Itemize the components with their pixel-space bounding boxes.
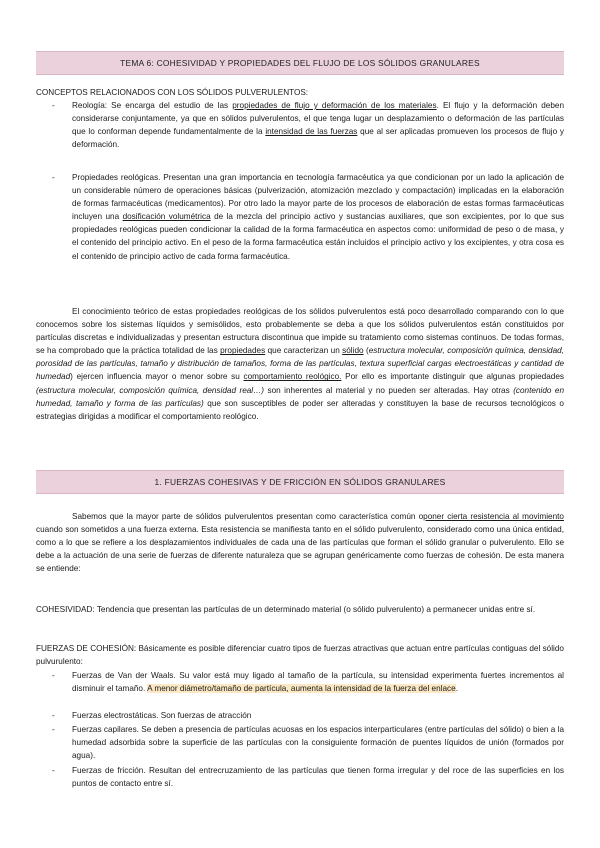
bullet-marker: - (52, 173, 55, 182)
bullet-marker: - (52, 671, 55, 680)
prop-reologicas-item (72, 171, 564, 263)
intro-underline: propiedades (220, 346, 266, 356)
section1-paragraph (36, 510, 564, 575)
reologia-text: que al ser aplicadas promueven los procesos de flujo y deformación. (72, 127, 565, 150)
intro-text: son inherentes al material y no pueden ser alteradas. Hay otras (264, 385, 514, 395)
reologia-underline-1: propiedades de flujo y deformación de los materiales (232, 101, 437, 110)
reologia-underline-2: intensidad de las fuerzas (265, 127, 358, 137)
capillary-item: Fuerzas capilares. Se deben a presencia de partículas acuosas en los espacios interparticulares (entre partículas del sólido) o bien a la humedad adsorbida sobre la superficie de las partículas con la consiguiente formación de puentes líquidos de unión (formados por agua). (72, 725, 564, 761)
section1-text: Sabemos que la mayor parte de sólidos pulverulentos presentan como característica común o (72, 512, 424, 521)
intro-text: que caracterizan un (265, 346, 343, 356)
reologia-text: : Se encarga del estudio de las (104, 101, 233, 110)
prop-reologicas-text: Propiedades reológicas. Presentan una gran importancia en tecnología farmacéutica ya que condicionan por un lado la aplicación de un considerable número de operaciones básicas (pulverización, atomización mezclado y compactación) implicadas en la elaboración de formas farmacéuticas (medicamentos). Por otro lado la mayor parte de los procesos de elaboración de estas formas farmacéuticas incluyen una (72, 173, 564, 222)
vdw-item (72, 669, 564, 695)
fuerzas-cohesion-intro: FUERZAS DE COHESIÓN: Básicamente es posible diferenciar cuatro tipos de fuerzas atractivas que actuan entre partículas contiguas del sólido pulvurulento: (36, 644, 564, 667)
bullet-marker: - (52, 766, 55, 775)
bullet-marker: - (52, 711, 55, 720)
intro-italic: estructura molecular, composición química, densidad, porosidad de las partículas, tamaño y distribución de tamaños, forma de las partículas, textura superficial cargas electroestáticas y cantidad de humedad (36, 346, 564, 382)
intro-text: Por ello es importante distinguir que algunas propiedades (341, 372, 564, 382)
reologia-term: Reología (72, 101, 105, 110)
cohesividad-paragraph: COHESIVIDAD: Tendencia que presentan las partículas de un determinado material (o sólido pulverulento) a permanecer unidas entre sí. (36, 605, 536, 614)
bullet-marker: - (52, 725, 55, 734)
bullet-marker: - (52, 101, 55, 110)
reologia-item (72, 99, 564, 151)
intro-text: que son susceptibles de poder ser alteradas y constituyen la base de recursos tecnológicos o estrategias dirigidas a modificar el comportamiento reológico. (36, 398, 564, 421)
section1-text: cuando son sometidos a una fuerza externa. Esta resistencia se manifiesta tanto en el sólido pulverulento, considerado como una única entidad, como a lo que se refiere a los desplazamientos individuales de cada una de las partículas que forman el sólido granular o pulverulento. Ello se debe a la actuación de una serie de fuerzas de diferente naturaleza que se agrupan genéricamente como fuerzas de cohesión. De esta manera se entiende: (36, 525, 564, 574)
vdw-text: . (455, 684, 458, 694)
intro-text: El conocimiento teórico de estas propiedades reológicas de los sólidos pulverulentos está poco desarrollado comparando con lo que conocemos sobre los sistemas líquidos y semisólidos, esto probablemente se deba a que los sólidos pulverulentos están constituidos por partículas discretas e individualizadas y presentan estructura discontinua que impide su tratamiento como sistemas continuos. De todas formas, se ha comprobado que la práctica totalidad de las (36, 307, 564, 356)
prop-reologicas-underline: dosificación volumétrica (122, 212, 211, 222)
prop-reologicas-text: de la mezcla del principio activo y sustancias auxiliares, que son excipientes, por lo que sus propiedades reológicas pueden condicionar la calidad de la forma farmacéutica en aspectos como: uniformidad de peso o de masa, y el contenido del principio activo. En el peso de la forma farmacéutica están incluidos el principio activo y los excipientes, y otra cosa es el contenido de principio activo de cada forma farmacéutica. (72, 212, 565, 261)
electrostatic-item: Fuerzas electrostáticas. Son fuerzas de atracción (72, 711, 252, 720)
section1-banner: 1. FUERZAS COHESIVAS Y DE FRICCIÓN EN SÓLIDOS GRANULARES (36, 470, 564, 494)
intro-paragraph (36, 305, 564, 423)
intro-text: ) ejercen influencia mayor o menor sobre su (70, 372, 244, 382)
intro-italic: (contenido en humedad, tamaño y forma de las partículas) (36, 385, 564, 408)
intro-underline: comportamiento reológico. (243, 372, 342, 382)
section-heading: CONCEPTOS RELACIONADOS CON LOS SÓLIDOS PULVERULENTOS: (36, 88, 309, 97)
vdw-text: Fuerzas de Van der Waals. Su valor está muy ligado al tamaño de la partícula, su intensidad experimenta fuertes incrementos al disminuir el tamaño. (72, 671, 564, 694)
title-banner: TEMA 6: COHESIVIDAD Y PROPIEDADES DEL FLUJO DE LOS SÓLIDOS GRANULARES (36, 51, 564, 75)
friction-item: Fuerzas de fricción. Resultan del entrecruzamiento de las partículas que tienen forma irregular y del roce de las superficies en los puntos de contacto entre sí. (72, 766, 564, 789)
intro-italic: (estructura molecular, composición química, densidad real…) (36, 385, 265, 395)
reologia-text: . El flujo y la deformación deben considerarse conjuntamente, ya que en sólidos pulverulentos, el que tenga lugar un desplazamiento o deformación de las partículas que lo conforman depende fundamentalmente de la (72, 101, 565, 137)
intro-underline: sólido (342, 346, 364, 356)
section1-underline: poner cierta resistencia al movimiento (423, 512, 564, 521)
intro-text: ( (363, 346, 369, 356)
vdw-highlight: A menor diámetro/tamaño de partícula, aumenta la intensidad de la fuerza del enlace (147, 684, 456, 694)
